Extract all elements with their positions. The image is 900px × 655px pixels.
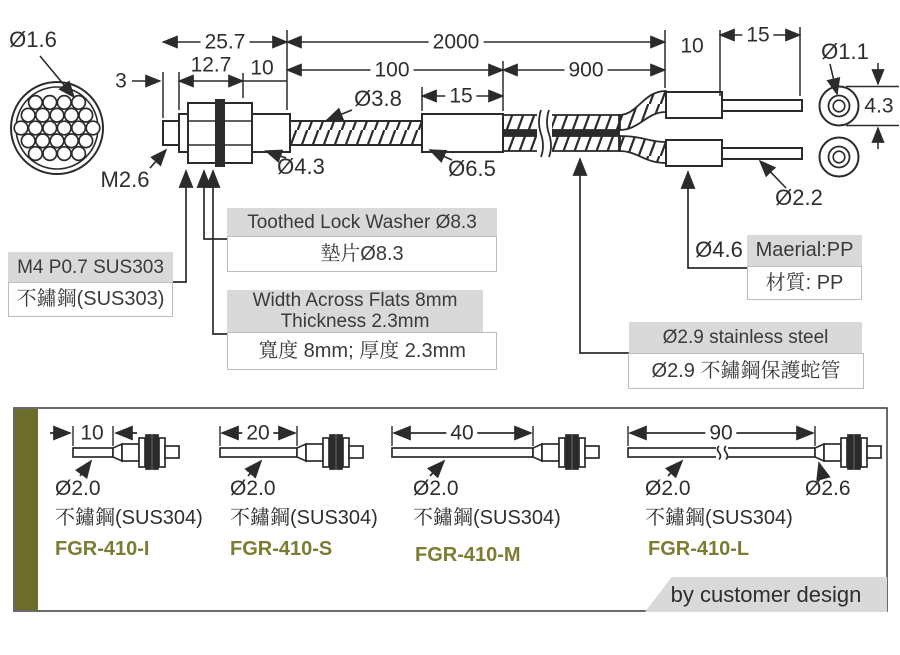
callout-thread-en: M4 P0.7 SUS303 bbox=[8, 252, 173, 282]
variant-3-length: 40 bbox=[446, 423, 477, 444]
label-dia-flex-tube: Ø3.8 bbox=[354, 86, 402, 111]
variant-1-length: 10 bbox=[80, 421, 104, 445]
sleeve-cylinder bbox=[422, 114, 503, 152]
label-dia-ferrule: Ø4.6 bbox=[695, 237, 743, 262]
dim-thread-length: 12.7 bbox=[190, 53, 232, 77]
variant-3-material: 不鏽鋼(SUS304) bbox=[413, 507, 561, 529]
dim-end-view-height: 4.3 bbox=[864, 94, 894, 118]
variant-4-length: 90 bbox=[705, 423, 736, 444]
variant-4-material: 不鏽鋼(SUS304) bbox=[645, 507, 793, 529]
callout-flats-en-line2: Thickness 2.3mm bbox=[280, 311, 430, 332]
variant-4-model: FGR-410-L bbox=[648, 538, 750, 560]
label-thread-m26: M2.6 bbox=[100, 167, 150, 192]
variant-1-dia: Ø2.0 bbox=[55, 477, 101, 500]
double-conduit bbox=[503, 108, 620, 158]
callout-flats-zh: 寬度 8mm; 厚度 2.3mm bbox=[227, 332, 497, 370]
variant-2-dia: Ø2.0 bbox=[230, 477, 276, 500]
callout-conduit-en: Ø2.9 stainless steel bbox=[629, 322, 862, 353]
dim-head-rear: 10 bbox=[246, 58, 277, 79]
variant-2-length: 20 bbox=[242, 423, 273, 444]
sensor-head bbox=[163, 100, 290, 166]
tip-end-views bbox=[820, 87, 859, 177]
callout-flats-en-line1: Width Across Flats 8mm bbox=[252, 290, 458, 311]
flex-tube bbox=[290, 121, 422, 145]
variant-3-dia: Ø2.0 bbox=[413, 477, 459, 500]
dim-flex-section: 100 bbox=[370, 60, 413, 81]
dim-tip-length: 3 bbox=[115, 69, 127, 93]
variant-4-dia: Ø2.0 bbox=[645, 477, 691, 500]
olive-stripe bbox=[15, 409, 38, 610]
output-channels bbox=[666, 92, 802, 166]
variant-4-dia2: Ø2.6 bbox=[805, 477, 851, 500]
variant-1-material: 不鏽鋼(SUS304) bbox=[55, 507, 203, 529]
variant-1-model: FGR-410-I bbox=[55, 538, 150, 560]
footer-tag bbox=[645, 577, 887, 612]
dim-head-total: 25.7 bbox=[201, 32, 250, 53]
fiber-bundle-end-view bbox=[11, 82, 103, 174]
label-dia-body: Ø4.3 bbox=[277, 154, 325, 179]
label-dia-sleeve: Ø6.5 bbox=[448, 156, 496, 181]
callout-thread-zh: 不鏽鋼(SUS303) bbox=[8, 282, 173, 317]
callout-conduit-zh: Ø2.9 不鏽鋼保護蛇管 bbox=[628, 353, 864, 389]
callout-washer-en: Toothed Lock Washer Ø8.3 bbox=[227, 208, 497, 236]
dim-split-section: 900 bbox=[564, 60, 607, 81]
callout-flats-en bbox=[227, 290, 483, 332]
callout-washer-zh: 墊片Ø8.3 bbox=[227, 236, 497, 272]
label-dia-core: Ø1.1 bbox=[821, 39, 869, 64]
dim-sleeve-length: 15 bbox=[445, 86, 476, 107]
variant-3-model: FGR-410-M bbox=[415, 544, 521, 566]
lock-washer bbox=[216, 100, 224, 166]
dim-end-tip-length: 15 bbox=[742, 25, 773, 46]
cable-fork bbox=[619, 91, 666, 163]
label-dia-fiber-bundle: Ø1.6 bbox=[9, 27, 57, 52]
callout-material-zh: 材質: PP bbox=[747, 266, 862, 300]
footer-tag-text: by customer design bbox=[670, 581, 862, 607]
label-dia-end-tip: Ø2.2 bbox=[775, 185, 823, 210]
variant-2-material: 不鏽鋼(SUS304) bbox=[230, 507, 378, 529]
dim-ferrule-length: 10 bbox=[680, 34, 704, 58]
dim-cable-total: 2000 bbox=[429, 32, 484, 53]
callout-material-en: Maerial:PP bbox=[747, 235, 862, 266]
variant-2-model: FGR-410-S bbox=[230, 538, 333, 560]
